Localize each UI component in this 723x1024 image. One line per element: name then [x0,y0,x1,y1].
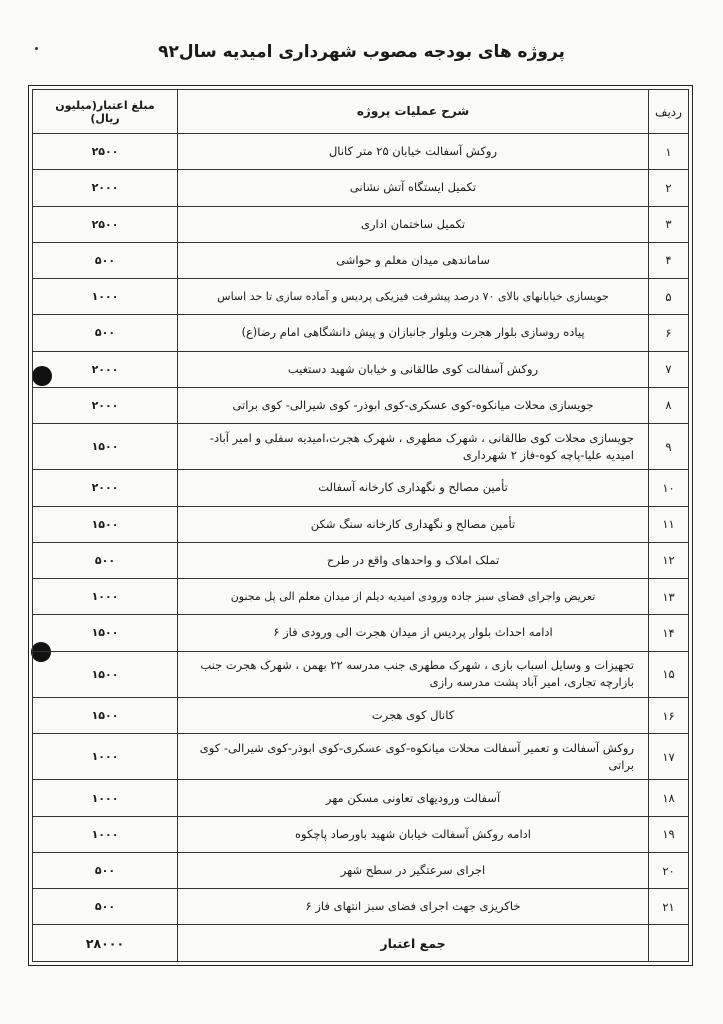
row-amount: ۱۰۰۰ [33,279,178,315]
budget-table [32,89,689,962]
row-number: ۱۶ [649,697,689,733]
row-number: ۱۴ [649,615,689,651]
row-number: ۱۲ [649,542,689,578]
row-amount: ۱۵۰۰ [33,506,178,542]
scan-speck [35,47,38,50]
table-row [33,506,689,542]
total-row [33,925,689,962]
row-description: کانال کوی هجرت [178,697,649,733]
table-row [33,852,689,888]
table-row [33,206,689,242]
row-number: ۱۵ [649,651,689,697]
row-description: خاکریزی جهت اجرای فضای سبز انتهای فاز ۶ [178,889,649,925]
row-description: ادامه روکش آسفالت خیابان شهید باورصاد پاچکوه [178,816,649,852]
row-number: ۱۳ [649,579,689,615]
row-amount: ۱۰۰۰ [33,579,178,615]
table-row [33,697,689,733]
row-description: اجرای سرعتگیر در سطح شهر [178,852,649,888]
row-number: ۲ [649,170,689,206]
row-number: ۱۹ [649,816,689,852]
row-number: ۶ [649,315,689,351]
row-amount: ۲۵۰۰ [33,134,178,170]
row-description: ساماندهی میدان معلم و حواشی [178,242,649,278]
table-row [33,424,689,470]
table-row [33,470,689,506]
row-amount: ۱۰۰۰ [33,816,178,852]
row-amount: ۲۰۰۰ [33,470,178,506]
table-header-row [33,90,689,134]
header-row-no: ردیف [649,90,689,134]
table-body [33,134,689,962]
table-row [33,889,689,925]
table-row [33,542,689,578]
table-row [33,780,689,816]
row-number: ۱۸ [649,780,689,816]
row-number: ۲۱ [649,889,689,925]
page-title: پروژه های بودجه مصوب شهرداری امیدیه سال۹۲ [158,42,565,62]
row-amount: ۲۰۰۰ [33,351,178,387]
table-row [33,816,689,852]
row-amount: ۲۵۰۰ [33,206,178,242]
row-amount: ۵۰۰ [33,315,178,351]
row-number: ۷ [649,351,689,387]
row-description: ادامه احداث بلوار پردیس از میدان هجرت الی ورودی فاز ۶ [178,615,649,651]
row-amount: ۱۵۰۰ [33,615,178,651]
table-row [33,615,689,651]
table-row [33,242,689,278]
row-number: ۱۱ [649,506,689,542]
table-row [33,351,689,387]
row-amount: ۱۰۰۰ [33,734,178,780]
row-amount: ۲۰۰۰ [33,387,178,423]
table-row [33,279,689,315]
row-amount: ۵۰۰ [33,242,178,278]
row-number: ۵ [649,279,689,315]
row-description: جویسازی محلات میانکوه-کوی عسکری-کوی ابوذر- کوی شیرالی- کوی براتی [178,387,649,423]
row-number: ۱ [649,134,689,170]
row-number: ۱۰ [649,470,689,506]
table-row [33,734,689,780]
row-description: تکمیل ساختمان اداری [178,206,649,242]
row-number: ۲۰ [649,852,689,888]
row-amount: ۱۵۰۰ [33,697,178,733]
row-amount: ۲۰۰۰ [33,170,178,206]
row-description: تکمیل ایستگاه آتش نشانی [178,170,649,206]
row-amount: ۵۰۰ [33,889,178,925]
table-row [33,579,689,615]
row-number: ۴ [649,242,689,278]
budget-table-frame [28,85,693,966]
row-amount: ۱۰۰۰ [33,780,178,816]
row-amount: ۵۰۰ [33,542,178,578]
row-number: ۸ [649,387,689,423]
table-row [33,170,689,206]
total-label: جمع اعتبار [178,925,649,962]
row-number: ۹ [649,424,689,470]
row-description: روکش آسفالت و تعمیر آسفالت محلات میانکوه-کوی عسکری-کوی ابوذر-کوی شیرالی- کوی براتی [178,734,649,780]
row-description: پیاده روسازی بلوار هجرت وبلوار جانبازان و پیش دانشگاهی امام رضا(ع) [178,315,649,351]
row-description: آسفالت ورودیهای تعاونی مسکن مهر [178,780,649,816]
header-description: شرح عملیات پروژه [178,90,649,134]
row-description: تعریض واجرای فضای سبز جاده ورودی امیدیه دیلم از میدان معلم الی پل مجنون [178,579,649,615]
row-number: ۳ [649,206,689,242]
row-number: ۱۷ [649,734,689,780]
row-amount: ۵۰۰ [33,852,178,888]
row-description: تجهیزات و وسایل اسباب بازی ، شهرک مطهری جنب مدرسه ۲۲ بهمن ، شهرک هجرت جنب بازارچه تجاری، امیر آباد پشت مدرسه رازی [178,651,649,697]
table-row [33,315,689,351]
row-description: جویسازی خیابانهای بالای ۷۰ درصد پیشرفت فیزیکی پردیس و آماده سازی تا حد اساس [178,279,649,315]
table-row [33,651,689,697]
header-amount: مبلغ اعتبار(میلیون ریال) [33,90,178,134]
row-description: تأمین مصالح و نگهداری کارخانه آسفالت [178,470,649,506]
table-row [33,387,689,423]
table-row [33,134,689,170]
total-row-number-cell [649,925,689,962]
total-amount: ۲۸۰۰۰ [33,925,178,962]
row-description: تأمین مصالح و نگهداری کارخانه سنگ شکن [178,506,649,542]
row-description: روکش آسفالت خیابان ۲۵ متر کانال [178,134,649,170]
row-amount: ۱۵۰۰ [33,424,178,470]
row-description: تملک املاک و واحدهای واقع در طرح [178,542,649,578]
row-amount: ۱۵۰۰ [33,651,178,697]
row-description: جویسازی محلات کوی طالقانی ، شهرک مطهری ، شهرک هجرت،امیدیه سفلی و امیر آباد- امیدیه علیا-پاچه کوه-فاز ۲ شهرداری [178,424,649,470]
row-description: روکش آسفالت کوی طالقانی و خیابان شهید دستغیب [178,351,649,387]
